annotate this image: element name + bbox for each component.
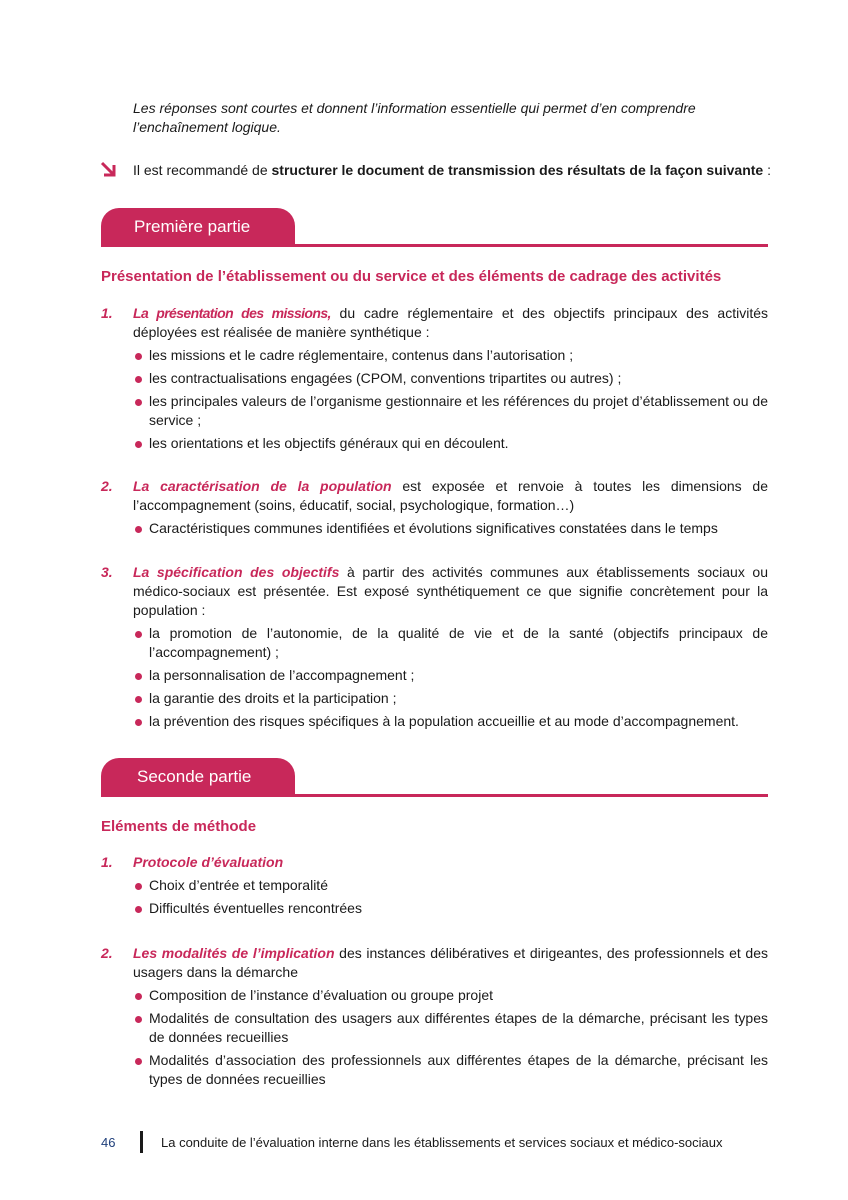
- bullet-dot-icon: [135, 1016, 142, 1023]
- bullet-dot-icon: [135, 376, 142, 383]
- bullet-dot-icon: [135, 353, 142, 360]
- recommendation-suffix: :: [763, 162, 771, 178]
- list-item: les principales valeurs de l’organisme gestionnaire et les références du projet d’établissement ou de service ;: [133, 392, 768, 430]
- item-keyword: La spécification des objectifs: [133, 564, 340, 580]
- bullet-dot-icon: [135, 993, 142, 1000]
- bullet-dot-icon: [135, 631, 142, 638]
- item-keyword: La caractérisation de la population: [133, 478, 392, 494]
- bullet-dot-icon: [135, 719, 142, 726]
- part1-item-1: [101, 304, 768, 453]
- bullet-dot-icon: [135, 883, 142, 890]
- bullet-dot-icon: [135, 1058, 142, 1065]
- list-item: Modalités d’association des professionnels aux différentes étapes de la démarche, précisant les types de données recueillies: [133, 1051, 768, 1089]
- bullet-list: [133, 519, 768, 538]
- item-number: 2.: [101, 945, 113, 961]
- page-number: 46: [101, 1135, 116, 1150]
- part2-tab: Seconde partie: [101, 758, 295, 795]
- item-keyword: Les modalités de l’implication: [133, 945, 335, 961]
- list-item: les orientations et les objectifs généraux qui en découlent.: [133, 434, 768, 453]
- list-item: Composition de l’instance d’évaluation ou groupe projet: [133, 986, 768, 1005]
- bullet-list: [133, 346, 768, 453]
- footer-title: La conduite de l’évaluation interne dans les établissements et services sociaux et médico-sociaux: [161, 1135, 723, 1150]
- part1-item-3: [101, 563, 768, 731]
- list-item: les contractualisations engagées (CPOM, conventions tripartites ou autres) ;: [133, 369, 768, 388]
- arrow-down-right-icon: [100, 161, 118, 179]
- part2-item-1: [101, 853, 768, 918]
- item-rest: est exposée et renvoie à toutes les dimensions de l’accompagnement (soins, éducatif, social, psychologique, formation…): [133, 478, 768, 513]
- item-number: 2.: [101, 478, 113, 494]
- item-number: 1.: [101, 854, 113, 870]
- footer-divider: [140, 1131, 143, 1153]
- list-item: la personnalisation de l’accompagnement ;: [133, 666, 768, 685]
- list-item: Difficultés éventuelles rencontrées: [133, 899, 768, 918]
- item-text: [133, 477, 768, 515]
- part2-item-2: [101, 944, 768, 1089]
- item-rest: du cadre réglementaire et des objectifs principaux des activités déployées est réalisée de manière synthétique :: [133, 305, 769, 340]
- list-item: Modalités de consultation des usagers aux différentes étapes de la démarche, précisant les types de données recueillies: [133, 1009, 768, 1047]
- bullet-dot-icon: [135, 526, 142, 533]
- item-number: 1.: [101, 305, 113, 321]
- item-text: [133, 304, 768, 342]
- item-text: [133, 563, 768, 620]
- list-item: les missions et le cadre réglementaire, contenus dans l’autorisation ;: [133, 346, 768, 365]
- list-item: la garantie des droits et la participation ;: [133, 689, 768, 708]
- bullet-list: [133, 876, 768, 918]
- part2-title: Eléments de méthode: [101, 818, 257, 835]
- item-rest: des instances délibératives et dirigeantes, des professionnels et des usagers dans la démarche: [133, 945, 768, 980]
- list-item: Choix d’entrée et temporalité: [133, 876, 768, 895]
- item-text: [133, 853, 768, 872]
- part1-rule: [101, 244, 768, 247]
- part2-rule: [101, 794, 768, 797]
- item-text: [133, 944, 768, 982]
- item-keyword: Protocole d’évaluation: [133, 854, 284, 870]
- list-item: Caractéristiques communes identifiées et évolutions significatives constatées dans le temps: [133, 519, 768, 538]
- item-number: 3.: [101, 564, 113, 580]
- list-item: la promotion de l’autonomie, de la qualité de vie et de la santé (objectifs principaux de l’accompagnement) ;: [133, 624, 768, 662]
- recommendation-line: [133, 161, 773, 180]
- bullet-dot-icon: [135, 906, 142, 913]
- intro-paragraph: Les réponses sont courtes et donnent l’information essentielle qui permet d’en comprendre l’enchaînement logique.: [133, 100, 696, 135]
- part1-item-2: [101, 477, 768, 538]
- bullet-list: [133, 986, 768, 1089]
- bullet-dot-icon: [135, 696, 142, 703]
- item-rest: à partir des activités communes aux établissements sociaux ou médico-sociaux est présentée. Est exposé synthétiquement ce que signifie concrètement pour la population :: [133, 564, 769, 618]
- part1-title: Présentation de l’établissement ou du service et des éléments de cadrage des activités: [101, 268, 722, 285]
- bullet-list: [133, 624, 768, 731]
- bullet-dot-icon: [135, 673, 142, 680]
- item-keyword: La présentation des missions,: [133, 305, 331, 321]
- part1-tab: Première partie: [101, 208, 295, 245]
- bullet-dot-icon: [135, 399, 142, 406]
- recommendation-bold: structurer le document de transmission des résultats de la façon suivante: [271, 162, 764, 178]
- bullet-dot-icon: [135, 441, 142, 448]
- list-item: la prévention des risques spécifiques à la population accueillie et au mode d’accompagnement.: [133, 712, 768, 731]
- recommendation-prefix: Il est recommandé de: [133, 162, 272, 178]
